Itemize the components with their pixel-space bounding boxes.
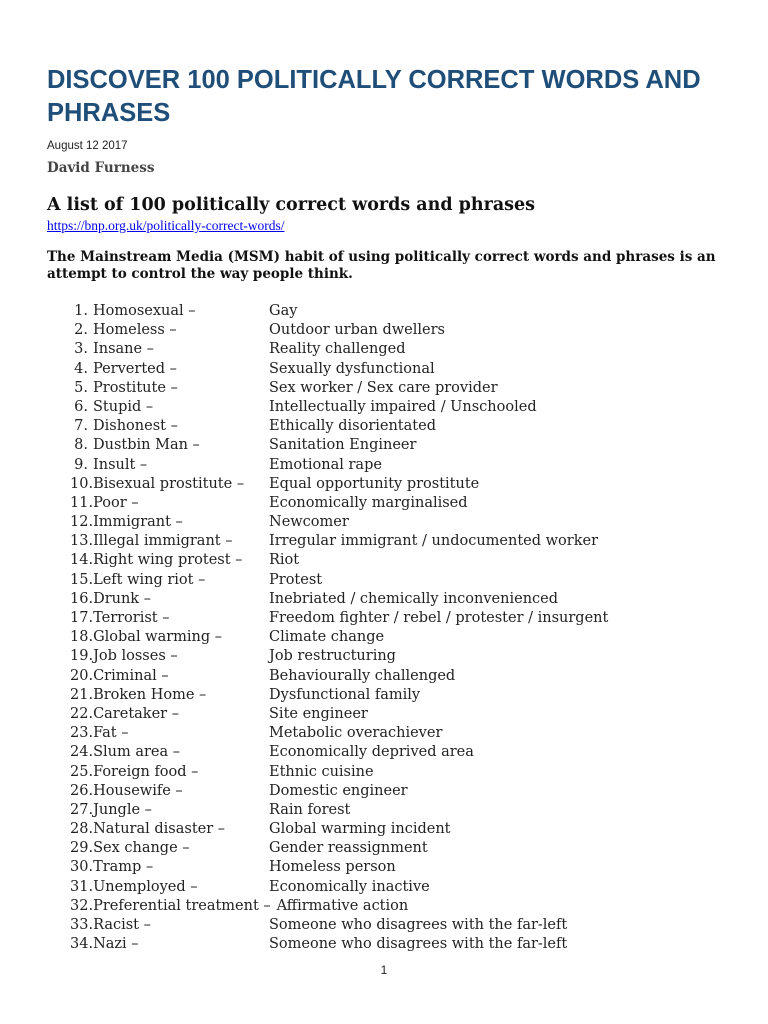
list-item-number: 30. [70, 859, 94, 876]
list-item-term: Perverted – [93, 360, 177, 377]
list-item [47, 609, 747, 628]
list-item-term: Stupid – [93, 398, 154, 415]
list-item-term: Job losses – [93, 648, 178, 665]
list-item [47, 647, 747, 666]
list-item-definition: Economically marginalised [269, 494, 468, 511]
list-item-term: Housewife – [93, 782, 183, 799]
list-item-number: 10. [70, 475, 94, 492]
list-item-term: Immigrant – [93, 514, 183, 531]
list-item-definition: Freedom fighter / rebel / protester / insurgent [269, 610, 609, 626]
author-name: David Furness [47, 160, 155, 176]
list-item-term: Slum area – [93, 744, 180, 761]
list-item-definition: Affirmative action [276, 897, 409, 914]
list-item-term: Homeless – [93, 322, 177, 339]
list-item [47, 321, 747, 340]
list-item-definition: Site engineer [269, 705, 368, 722]
list-item-number: 20. [70, 667, 94, 684]
list-item-term: Illegal immigrant – [93, 533, 233, 550]
list-item [47, 398, 747, 417]
list-item [47, 302, 747, 321]
list-item-definition: Metabolic overachiever [269, 725, 443, 742]
list-item-term: Right wing protest – [93, 552, 243, 569]
list-item-definition: Ethically disorientated [269, 418, 436, 435]
page-title: DISCOVER 100 POLITICALLY CORRECT WORDS AND PHRASES [47, 66, 701, 127]
list-item [47, 475, 747, 494]
list-item-definition: Sexually dysfunctional [269, 360, 435, 377]
list-item-number: 14. [70, 552, 94, 569]
list-item [47, 705, 747, 724]
list-item-term: Preferential treatment – [93, 897, 271, 914]
list-item-term: Dustbin Man – [93, 437, 200, 454]
section-heading: A list of 100 politically correct words and phrases [47, 195, 536, 215]
list-item-number: 16. [70, 590, 94, 607]
list-item-term: Racist – [93, 917, 151, 933]
list-item-definition: Domestic engineer [269, 782, 408, 799]
list-item-number: 24. [70, 744, 94, 761]
list-item-number: 12. [70, 514, 94, 531]
list-item-number: 22. [70, 705, 94, 722]
list-item-definition: Climate change [269, 629, 385, 646]
list-item-term: Natural disaster – [93, 821, 226, 838]
list-item [47, 782, 747, 801]
list-item-term: Criminal – [93, 667, 169, 684]
list-item-definition: Dysfunctional family [269, 686, 421, 703]
list-item-term: Sex change – [93, 840, 190, 857]
list-item-definition: Behaviourally challenged [269, 667, 456, 684]
word-list [47, 302, 747, 954]
list-item-number: 34. [70, 936, 94, 953]
list-item [47, 628, 747, 647]
list-item-term: Fat – [93, 725, 129, 742]
list-item-definition: Inebriated / chemically inconvenienced [269, 590, 559, 607]
list-item-definition: Newcomer [269, 514, 349, 531]
list-item-definition: Economically deprived area [269, 744, 474, 761]
list-item-term: Dishonest – [93, 418, 178, 435]
list-item-definition: Protest [269, 571, 323, 588]
list-item-definition: Job restructuring [269, 648, 396, 665]
list-item-definition: Global warming incident [269, 821, 451, 838]
list-item-definition: Outdoor urban dwellers [269, 322, 445, 339]
list-item [47, 436, 747, 455]
list-item-definition: Sanitation Engineer [269, 437, 417, 454]
list-item-definition: Homeless person [269, 859, 396, 876]
list-item-term: Terrorist – [93, 610, 170, 626]
list-item [47, 667, 747, 686]
list-item-term: Tramp – [93, 859, 154, 876]
list-item-term: Caretaker – [93, 705, 179, 722]
list-item-term: Broken Home – [93, 686, 207, 703]
list-item-term: Drunk – [93, 590, 151, 607]
list-item [47, 763, 747, 782]
list-item-number: 18. [70, 629, 94, 646]
list-item-number: 17. [70, 610, 94, 626]
list-item-number: 8. [74, 437, 88, 454]
list-item-number: 4. [74, 360, 88, 377]
list-item [47, 801, 747, 820]
list-item-number: 9. [74, 456, 88, 473]
list-item-definition: Emotional rape [269, 456, 382, 473]
list-item-number: 5. [74, 379, 88, 396]
list-item-term: Jungle – [93, 801, 152, 818]
list-item-definition: Economically inactive [269, 878, 430, 895]
list-item-number: 25. [70, 763, 94, 780]
list-item-number: 29. [70, 840, 94, 857]
list-item [47, 897, 747, 916]
list-item-definition: Riot [269, 552, 300, 569]
list-item-number: 28. [70, 821, 94, 838]
list-item-number: 13. [70, 533, 94, 550]
list-item-number: 31. [70, 878, 94, 895]
list-item [47, 340, 747, 359]
list-item [47, 456, 747, 475]
list-item-number: 2. [74, 322, 88, 339]
list-item-definition: Someone who disagrees with the far-left [269, 936, 568, 953]
list-item-number: 15. [70, 571, 94, 588]
list-item [47, 571, 747, 590]
list-item-term: Left wing riot – [93, 571, 206, 588]
list-item [47, 935, 747, 954]
list-item-term: Global warming – [93, 629, 223, 646]
list-item [47, 743, 747, 762]
list-item [47, 494, 747, 513]
list-item-definition: Reality challenged [269, 341, 406, 358]
list-item-number: 23. [70, 725, 94, 742]
list-item-term: Insult – [93, 456, 148, 473]
list-item-definition: Intellectually impaired / Unschooled [269, 398, 537, 415]
list-item-definition: Sex worker / Sex care provider [269, 379, 498, 396]
intro-paragraph: The Mainstream Media (MSM) habit of using politically correct words and phrases is an attempt to control the way people think. [47, 249, 716, 282]
list-item-definition: Ethnic cuisine [269, 763, 374, 780]
list-item-term: Prostitute – [93, 379, 178, 396]
list-item-definition: Equal opportunity prostitute [269, 475, 480, 492]
list-item [47, 360, 747, 379]
list-item-number: 3. [74, 341, 88, 358]
source-link[interactable]: https://bnp.org.uk/politically-correct-words/ [47, 218, 285, 233]
list-item-number: 32. [70, 897, 94, 914]
list-item [47, 379, 747, 398]
list-item-term: Bisexual prostitute – [93, 475, 245, 492]
list-item-number: 19. [70, 648, 94, 665]
list-item-number: 1. [74, 303, 88, 319]
list-item-number: 6. [74, 398, 88, 415]
list-item [47, 858, 747, 877]
list-item-term: Nazi – [93, 936, 139, 953]
list-item [47, 686, 747, 705]
list-item [47, 878, 747, 897]
list-item-definition: Someone who disagrees with the far-left [269, 917, 568, 933]
list-item [47, 513, 747, 532]
list-item-definition: Irregular immigrant / undocumented worker [269, 533, 599, 550]
list-item-term: Poor – [93, 494, 139, 511]
list-item-definition: Gay [269, 303, 298, 319]
list-item [47, 839, 747, 858]
list-item [47, 820, 747, 839]
list-item-term: Homosexual – [93, 303, 196, 319]
list-item-term: Foreign food – [93, 763, 199, 780]
list-item [47, 916, 747, 935]
list-item [47, 551, 747, 570]
page-number: 1 [380, 963, 388, 977]
list-item-definition: Rain forest [269, 801, 351, 818]
list-item-definition: Gender reassignment [269, 840, 428, 857]
list-item-number: 26. [70, 782, 94, 799]
list-item-number: 21. [70, 686, 94, 703]
publish-date: August 12 2017 [47, 140, 128, 152]
list-item [47, 724, 747, 743]
list-item-number: 33. [70, 917, 94, 933]
list-item [47, 417, 747, 436]
list-item-number: 27. [70, 801, 94, 818]
list-item [47, 532, 747, 551]
list-item-term: Insane – [93, 341, 154, 358]
list-item [47, 590, 747, 609]
list-item-term: Unemployed – [93, 878, 198, 895]
list-item-number: 11. [70, 494, 94, 511]
list-item-number: 7. [74, 418, 88, 435]
